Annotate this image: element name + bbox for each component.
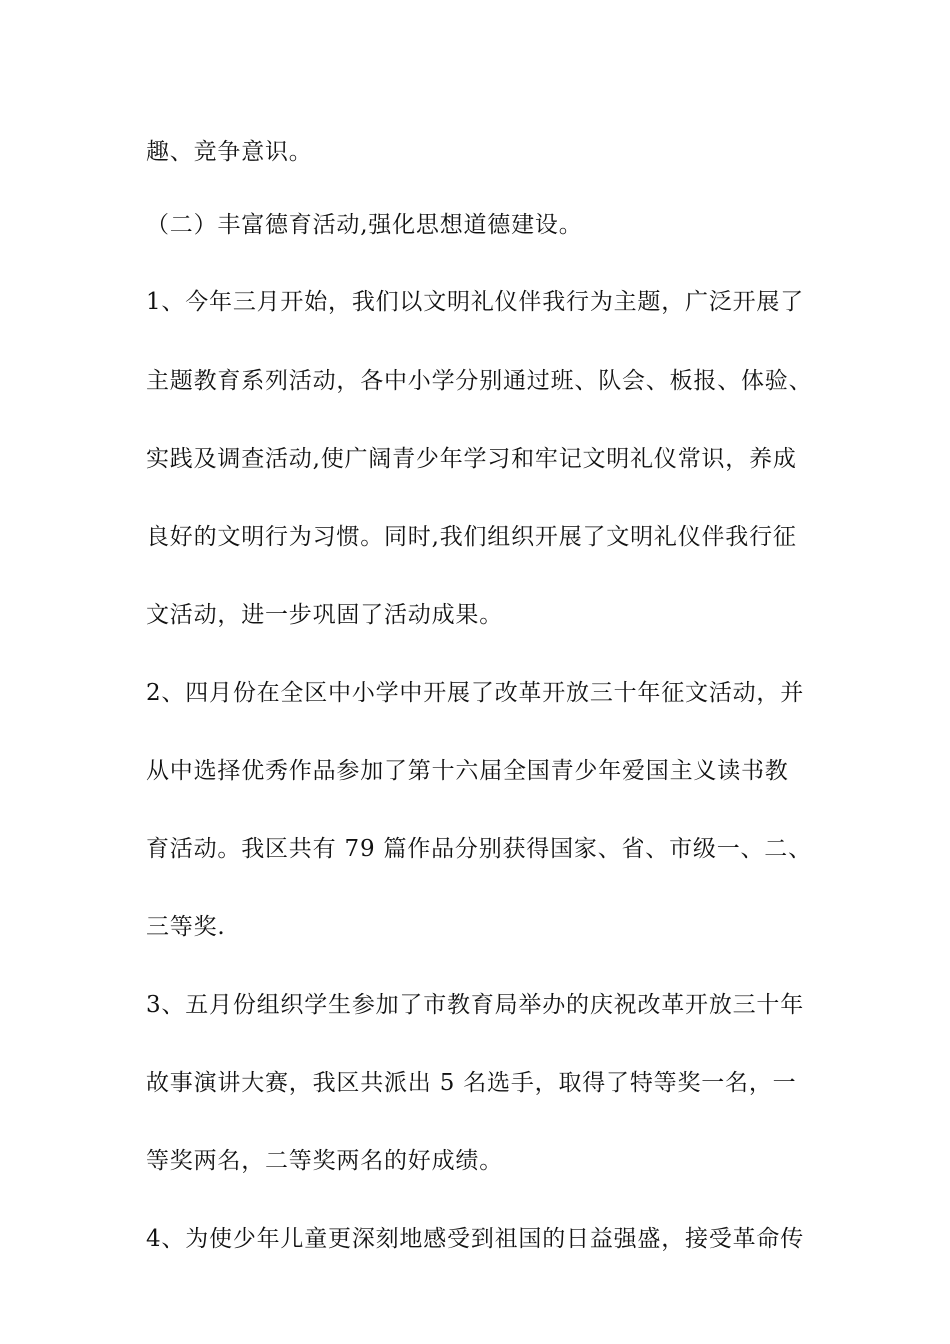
paragraph-3-line-2: 故事演讲大赛，我区共派出 5 名选手，取得了特等奖一名，一 (146, 1070, 797, 1096)
text-line-continuation: 趣、竞争意识。 (146, 139, 313, 165)
paragraph-2-line-1: 2、四月份在全区中小学中开展了改革开放三十年征文活动，并 (146, 680, 805, 706)
paragraph-2-line-2: 从中选择优秀作品参加了第十六届全国青少年爱国主义读书教 (146, 758, 789, 784)
paragraph-3-line-3: 等奖两名，二等奖两名的好成绩。 (146, 1148, 503, 1174)
paragraph-2-line-4: 三等奖. (146, 914, 226, 940)
paragraph-2-line-3: 育活动。我区共有 79 篇作品分别获得国家、省、市级一、二、 (146, 836, 812, 862)
paragraph-1-line-1: 1、今年三月开始，我们以文明礼仪伴我行为主题，广泛开展了 (146, 289, 805, 315)
paragraph-1-line-5: 文活动，进一步巩固了活动成果。 (146, 602, 503, 628)
paragraph-1-line-3: 实践及调查活动,使广阔青少年学习和牢记文明礼仪常识，养成 (146, 446, 797, 472)
paragraph-3-line-1: 3、五月份组织学生参加了市教育局举办的庆祝改革开放三十年 (146, 992, 805, 1018)
paragraph-1-line-4: 良好的文明行为习惯。同时,我们组织开展了文明礼仪伴我行征 (146, 524, 797, 550)
paragraph-4-line-1: 4、为使少年儿童更深刻地感受到祖国的日益强盛，接受革命传 (146, 1226, 805, 1252)
section-heading-2: （二）丰富德育活动,强化思想道德建设。 (146, 212, 583, 238)
paragraph-1-line-2: 主题教育系列活动，各中小学分别通过班、队会、板报、体验、 (146, 368, 813, 394)
